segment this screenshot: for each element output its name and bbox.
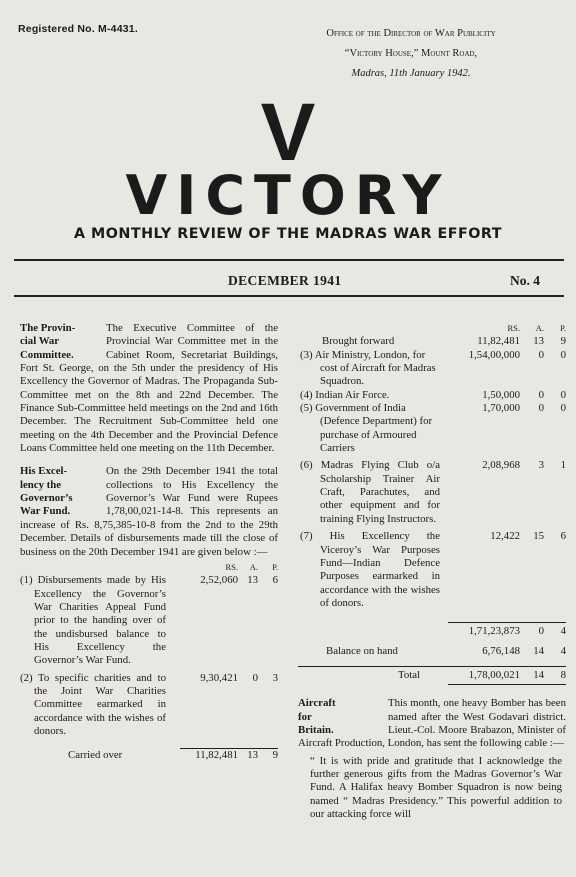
table-row: (2) To specific charities and to the Joint War Charities Committee earmarked in accordance with the wishes of donors. 9,30,421 0 3 (20, 671, 278, 737)
subtotal-row: 1,71,23,873 0 4 (298, 623, 566, 639)
fund-text: On the 29th December 1941 the total collections to His Excellency the Governor’s War Fund were Rupees 1,78,00,021-14-8. This represents an increase of Rs. 8,75,385-10-8 from the 2nd to the 29th December. Details of disbursements made till the close of business on the 20th December 1941 are given below :— (20, 465, 278, 558)
office-address (256, 24, 566, 84)
table-row: (7) His Excellency the Viceroy’s War Purposes Fund—Indian Defence Purposes earmarked in accordance with the wishes of donors. 12,422 15 6 (300, 530, 566, 609)
table-row: (3) Air Ministry, London, for cost of Aircraft for Madras Squadron. 1,54,00,000 0 0 (300, 348, 566, 388)
issue-month: DECEMBER 1941 (228, 273, 342, 288)
office-date: Madras, 11th January 1942. (351, 68, 471, 79)
table-row: (5) Government of India (Defence Department) for purchase of Armoured Carriers 1,70,000 0 0 (300, 402, 566, 455)
committee-side-heading: The Provin- cial War Committee. (20, 322, 76, 361)
office-line-1: Office of the Director of War Publicity (326, 28, 496, 39)
fund-section (20, 465, 278, 558)
masthead-title: VICTORY (125, 164, 451, 227)
aircraft-text: This month, one heavy Bomber has been named after the West Godavari district. Lieut.-Col. Moore Brabazon, Minister of Aircraft Production, London, has sent the following cable :— (298, 697, 566, 750)
cable-quote: “ It is with pride and gratitude that I acknowledge the further generous gifts from the Madras Governor’s War Fund. A Halifax heavy Bomber Squadron is now being named “ Madras Presidency.” This powerful addition to our attacking force will (310, 754, 562, 820)
registration-number: Registered No. M-4431. (18, 23, 138, 35)
right-column (298, 322, 566, 821)
office-line-2: “Victory House,” Mount Road, (344, 48, 478, 59)
table-row: (4) Indian Air Force. 1,50,000 0 0 (300, 388, 566, 401)
committee-text: The Executive Committee of the Provincial War Committee met in the Cabinet Room, Secretariat Buildings, Fort St. George, on the 5th under the presidency of His Excellency the Governor of Madras. The Propaganda Sub-Committee met on the 8th and 22nd December. The Finance Sub-Committee held meetings on the 2nd and 16th December. The Recruitment Sub-Committee held one meeting on the 4th December and the Provincial Defence Loans Committee held one meeting on the 11th December. (20, 322, 278, 455)
left-column (20, 322, 278, 763)
fund-side-heading: His Excel- lency the Governor’s War Fund. (20, 465, 73, 518)
committee-section (20, 322, 278, 455)
table-row: (1) Disbursements made by His Excellency the Governor’s War Charities Appeal Fund prior to the handing over of the undisbursed balance to His Excellency the Governor’s War Fund. 2,52,060 13 6 (20, 574, 278, 667)
aircraft-side-heading: Aircraft for Britain. (298, 697, 336, 736)
disbursement-table-left: RS. A. P. (1) Disbursements made by His Excellency the Governor’s War Charities Appeal Fund prior to the handing over of the undisbursed balance to His Excellency the Governor’s War Fund. 2,52,060 13 6 (2) To specific charities and to the Joint War Charities Committee earmarked in accordance with the wishes of donors. 9,30,421 0 3 Carried over 11,82,481 13 9 (20, 561, 278, 762)
v-emblem: V (260, 87, 316, 178)
aircraft-section (298, 697, 566, 821)
carried-over-row: Carried over 11,82,481 13 9 (68, 748, 278, 762)
table-row: (6) Madras Flying Club o/a Scholarship Trainer Air Craft, Parachutes, and other equipment and for training Flying Instructors. 2,08,968 3 1 (300, 459, 566, 525)
total-row: Total 1,78,00,021 14 8 (298, 666, 566, 684)
rule-top (14, 259, 564, 261)
brought-forward-row: Brought forward 11,82,481 13 9 (322, 335, 566, 348)
balance-row: Balance on hand 6,76,148 14 4 (326, 644, 566, 657)
issue-number: No. 4 (510, 273, 540, 288)
masthead-subtitle: A MONTHLY REVIEW OF THE MADRAS WAR EFFORT (73, 226, 503, 242)
rule-bottom (14, 295, 564, 297)
disbursement-table-right: RS. A. P. Brought forward 11,82,481 13 9 (3) Air Ministry, London, for cost of Aircraft for Madras Squadron. 1,54,00,000 0 0 (4) Indian Air Force. 1,50,000 0 0 (5) Government of India (Defence Department) for purchase of Armoured Carriers 1,70,000 0 0 (6) Madras Flying Club o/a Scholarship Trainer Air Craft, Parachutes, and other equipment and for training Flying Instructors. 2,08,968 3 1 (7) His Excellency the Viceroy’s War Purposes Fund—Indian Defence Purposes earmarked in accordance with the wishes of donors. 12,422 15 6 1,71,23,873 0 4 Balance on hand 6,76,148 14 4 Total 1,78,00,021 14 8 (298, 322, 566, 685)
